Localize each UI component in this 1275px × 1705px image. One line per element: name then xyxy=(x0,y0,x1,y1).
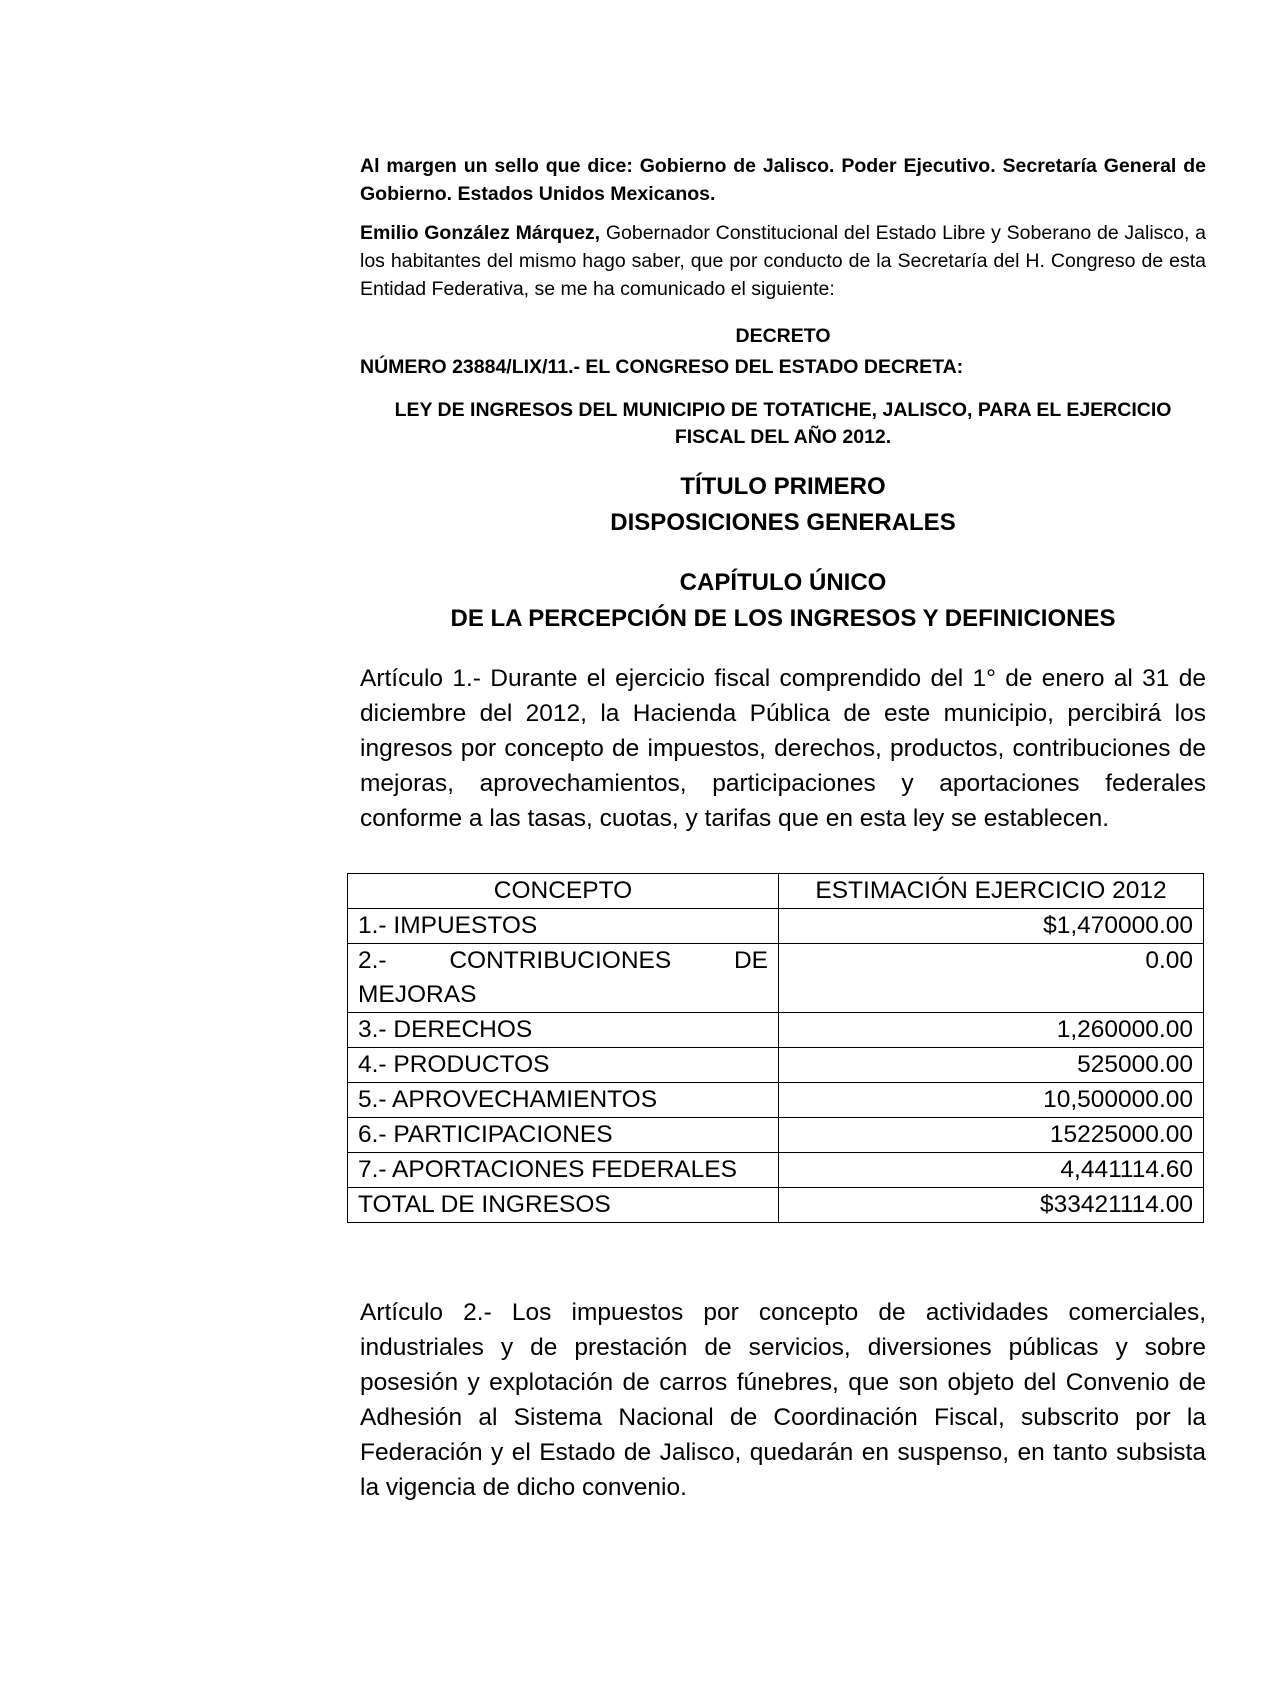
table-row xyxy=(348,944,1204,1013)
row-monto: $1,470000.00 xyxy=(779,909,1204,944)
row-monto: 10,500000.00 xyxy=(779,1083,1204,1118)
concepto-part: 2.- xyxy=(358,947,387,974)
intro-text: Gobernador Constitucional del Estado Libre y Soberano de Jalisco, a los habitantes del mismo hago saber, que por conducto de la Secretaría del H. Congreso de esta Entidad Federativa, se me ha comunicado el siguiente: xyxy=(360,222,1206,300)
document-page xyxy=(360,152,1206,1505)
concepto-split-line xyxy=(358,944,768,978)
header-concepto: CONCEPTO xyxy=(348,874,779,909)
concepto-part: CONTRIBUCIONES xyxy=(449,947,672,974)
margin-note: Al margen un sello que dice: Gobierno de Jalisco. Poder Ejecutivo. Secretaría General de Gobierno. Estados Unidos Mexicanos. xyxy=(360,155,1206,205)
income-table xyxy=(347,873,1204,1223)
articulo-2: Artículo 2.- Los impuestos por concepto de actividades comerciales, industriales y de prestación de servicios, diversiones públicas y sobre posesión y explotación de carros fúnebres, que son objeto del Convenio de Adhesión al Sistema Nacional de Coordinación Fiscal, subscrito por la Federación y el Estado de Jalisco, quedarán en suspenso, en tanto subsista la vigencia de dicho convenio. xyxy=(360,1299,1206,1501)
table-row xyxy=(348,1083,1204,1118)
table-row xyxy=(348,1118,1204,1153)
capitulo-block xyxy=(360,565,1206,637)
table-total-row xyxy=(348,1188,1204,1223)
total-label: TOTAL DE INGRESOS xyxy=(348,1188,779,1223)
row-monto: 525000.00 xyxy=(779,1048,1204,1083)
row-concepto: 4.- PRODUCTOS xyxy=(348,1048,779,1083)
header-estimacion: ESTIMACIÓN EJERCICIO 2012 xyxy=(779,874,1204,909)
decree-number: NÚMERO 23884/LIX/11.- EL CONGRESO DEL ESTADO DECRETA: xyxy=(360,356,964,378)
articulo-1: Artículo 1.- Durante el ejercicio fiscal comprendido del 1° de enero al 31 de diciembre del 2012, la Hacienda Pública de este municipio, percibirá los ingresos por concepto de impuestos, derechos, productos, contribuciones de mejoras, aprovechamientos, participaciones y aportaciones federales conforme a las tasas, cuotas, y tarifas que en esta ley se establecen. xyxy=(360,665,1206,832)
law-title: LEY DE INGRESOS DEL MUNICIPIO DE TOTATICHE, JALISCO, PARA EL EJERCICIO FISCAL DEL AÑO 2012. xyxy=(394,399,1172,448)
table-row xyxy=(348,1048,1204,1083)
row-concepto: 6.- PARTICIPACIONES xyxy=(348,1118,779,1153)
table-row xyxy=(348,1013,1204,1048)
total-monto: $33421114.00 xyxy=(779,1188,1204,1223)
row-monto: 15225000.00 xyxy=(779,1118,1204,1153)
concepto-part: MEJORAS xyxy=(358,981,477,1008)
titulo-subheading: DISPOSICIONES GENERALES xyxy=(610,509,956,536)
titulo-heading: TÍTULO PRIMERO xyxy=(680,473,886,500)
table-header-row xyxy=(348,874,1204,909)
intro-paragraph xyxy=(360,219,1206,303)
row-concepto: 1.- IMPUESTOS xyxy=(348,909,779,944)
decreto-title: DECRETO xyxy=(735,325,831,347)
concepto-part: DE xyxy=(733,947,768,974)
capitulo-heading: CAPÍTULO ÚNICO xyxy=(679,569,887,596)
table-row xyxy=(348,909,1204,944)
governor-name: Emilio González Márquez, xyxy=(360,222,601,244)
row-monto: 1,260000.00 xyxy=(779,1013,1204,1048)
row-monto: 4,441114.60 xyxy=(779,1153,1204,1188)
row-concepto: 5.- APROVECHAMIENTOS xyxy=(348,1083,779,1118)
capitulo-subheading: DE LA PERCEPCIÓN DE LOS INGRESOS Y DEFINICIONES xyxy=(450,605,1116,632)
table-row xyxy=(348,1153,1204,1188)
titulo-block xyxy=(360,469,1206,541)
row-concepto xyxy=(348,944,779,1013)
row-concepto: 7.- APORTACIONES FEDERALES xyxy=(348,1153,779,1188)
row-monto: 0.00 xyxy=(779,944,1204,1013)
row-concepto: 3.- DERECHOS xyxy=(348,1013,779,1048)
